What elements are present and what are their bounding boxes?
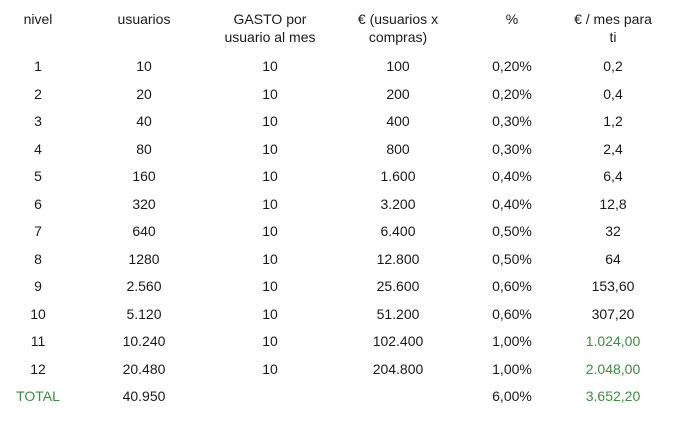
cell-gasto[interactable]: 10 [262,223,278,239]
table-row [0,304,692,324]
cell-usuarios[interactable]: 640 [132,223,156,239]
cell-gasto[interactable]: 10 [262,168,278,184]
cell-percent[interactable]: 0,60% [492,278,532,294]
cell-usuarios[interactable]: 40 [136,113,152,129]
cell-euros[interactable]: 100 [386,58,410,74]
table-row [0,194,692,214]
cell-gasto[interactable]: 10 [262,140,278,157]
cell-usuarios[interactable]: 20.480 [122,360,166,377]
cell-euros[interactable]: 204.800 [372,360,424,377]
cell-usuarios[interactable]: 5.120 [126,305,162,322]
table-row [0,359,692,379]
cell-nivel[interactable]: 10 [30,305,46,322]
cell-euros[interactable]: 25.600 [376,278,420,294]
total-label[interactable]: TOTAL [16,388,60,404]
cell-nivel[interactable]: 9 [34,278,42,294]
cell-percent[interactable]: 1,00% [492,333,532,349]
cell-percent[interactable]: 0,60% [492,305,532,322]
cell-usuarios[interactable]: 10 [136,58,152,74]
cell-mes-para-ti[interactable]: 2,4 [603,140,623,157]
cell-gasto[interactable]: 10 [262,250,278,267]
cell-nivel[interactable]: 6 [34,195,42,212]
table-row [0,111,692,131]
cell-percent[interactable]: 0,20% [492,85,532,102]
table-row [0,56,692,76]
cell-nivel[interactable]: 7 [34,223,42,239]
cell-usuarios[interactable]: 2.560 [126,278,162,294]
cell-usuarios[interactable]: 320 [132,195,156,212]
cell-mes-para-ti[interactable]: 1,2 [603,113,623,129]
cell-euros[interactable]: 51.200 [376,305,420,322]
total-usuarios[interactable]: 40.950 [122,388,166,404]
header-mes-para-ti[interactable]: € / mes para ti [574,11,652,45]
cell-percent[interactable]: 0,20% [492,58,532,74]
cell-mes-para-ti[interactable]: 12,8 [599,195,627,212]
cell-euros[interactable]: 1.600 [380,168,416,184]
cell-usuarios[interactable]: 80 [136,140,152,157]
table-row [0,139,692,159]
cell-percent[interactable]: 0,40% [492,195,532,212]
header-euros[interactable]: € (usuarios x compras) [357,11,439,45]
cell-nivel[interactable]: 4 [34,140,42,157]
cell-gasto[interactable]: 10 [262,195,278,212]
cell-mes-para-ti[interactable]: 0,4 [603,85,623,102]
cell-usuarios[interactable]: 1280 [128,250,160,267]
cell-percent[interactable]: 0,50% [492,223,532,239]
cell-percent[interactable]: 0,40% [492,168,532,184]
cell-nivel[interactable]: 11 [30,333,46,349]
cell-mes-para-ti[interactable]: 64 [605,250,621,267]
cell-gasto[interactable]: 10 [262,58,278,74]
cell-gasto[interactable]: 10 [262,360,278,377]
cell-percent[interactable]: 0,30% [492,113,532,129]
header-row [0,10,692,50]
cell-euros[interactable]: 400 [386,113,410,129]
total-row [0,386,692,406]
total-mes[interactable]: 3.652,20 [585,388,641,404]
table-row [0,249,692,269]
header-nivel[interactable]: nivel [23,11,53,27]
table-row [0,84,692,104]
cell-mes-para-ti[interactable]: 32 [605,223,621,239]
table-row [0,276,692,296]
cell-gasto[interactable]: 10 [262,305,278,322]
cell-percent[interactable]: 0,50% [492,250,532,267]
cell-nivel[interactable]: 8 [34,250,42,267]
cell-nivel[interactable]: 2 [34,85,42,102]
table-row [0,166,692,186]
cell-mes-para-ti[interactable]: 2.048,00 [585,360,641,377]
cell-mes-para-ti[interactable]: 1.024,00 [585,333,641,349]
cell-mes-para-ti[interactable]: 153,60 [591,278,635,294]
cell-nivel[interactable]: 3 [34,113,42,129]
cell-nivel[interactable]: 12 [30,360,46,377]
cell-nivel[interactable]: 1 [34,58,42,74]
cell-percent[interactable]: 0,30% [492,140,532,157]
cell-euros[interactable]: 6.400 [380,223,416,239]
cell-usuarios[interactable]: 20 [136,85,152,102]
cell-gasto[interactable]: 10 [262,333,278,349]
header-usuarios[interactable]: usuarios [117,11,171,27]
cell-euros[interactable]: 12.800 [376,250,420,267]
cell-nivel[interactable]: 5 [34,168,42,184]
table-row [0,331,692,351]
cell-euros[interactable]: 200 [386,85,410,102]
cell-mes-para-ti[interactable]: 0,2 [603,58,623,74]
cell-percent[interactable]: 1,00% [492,360,532,377]
cell-usuarios[interactable]: 10.240 [122,333,166,349]
table-row [0,221,692,241]
total-percent[interactable]: 6,00% [492,388,532,404]
cell-euros[interactable]: 102.400 [372,333,424,349]
header-percent[interactable]: % [505,11,519,27]
header-gasto[interactable]: GASTO por usuario al mes [224,11,316,45]
cell-mes-para-ti[interactable]: 307,20 [591,305,635,322]
cell-usuarios[interactable]: 160 [132,168,156,184]
cell-euros[interactable]: 3.200 [380,195,416,212]
cell-gasto[interactable]: 10 [262,85,278,102]
cell-euros[interactable]: 800 [386,140,410,157]
cell-mes-para-ti[interactable]: 6,4 [603,168,623,184]
cell-gasto[interactable]: 10 [262,278,278,294]
cell-gasto[interactable]: 10 [262,113,278,129]
